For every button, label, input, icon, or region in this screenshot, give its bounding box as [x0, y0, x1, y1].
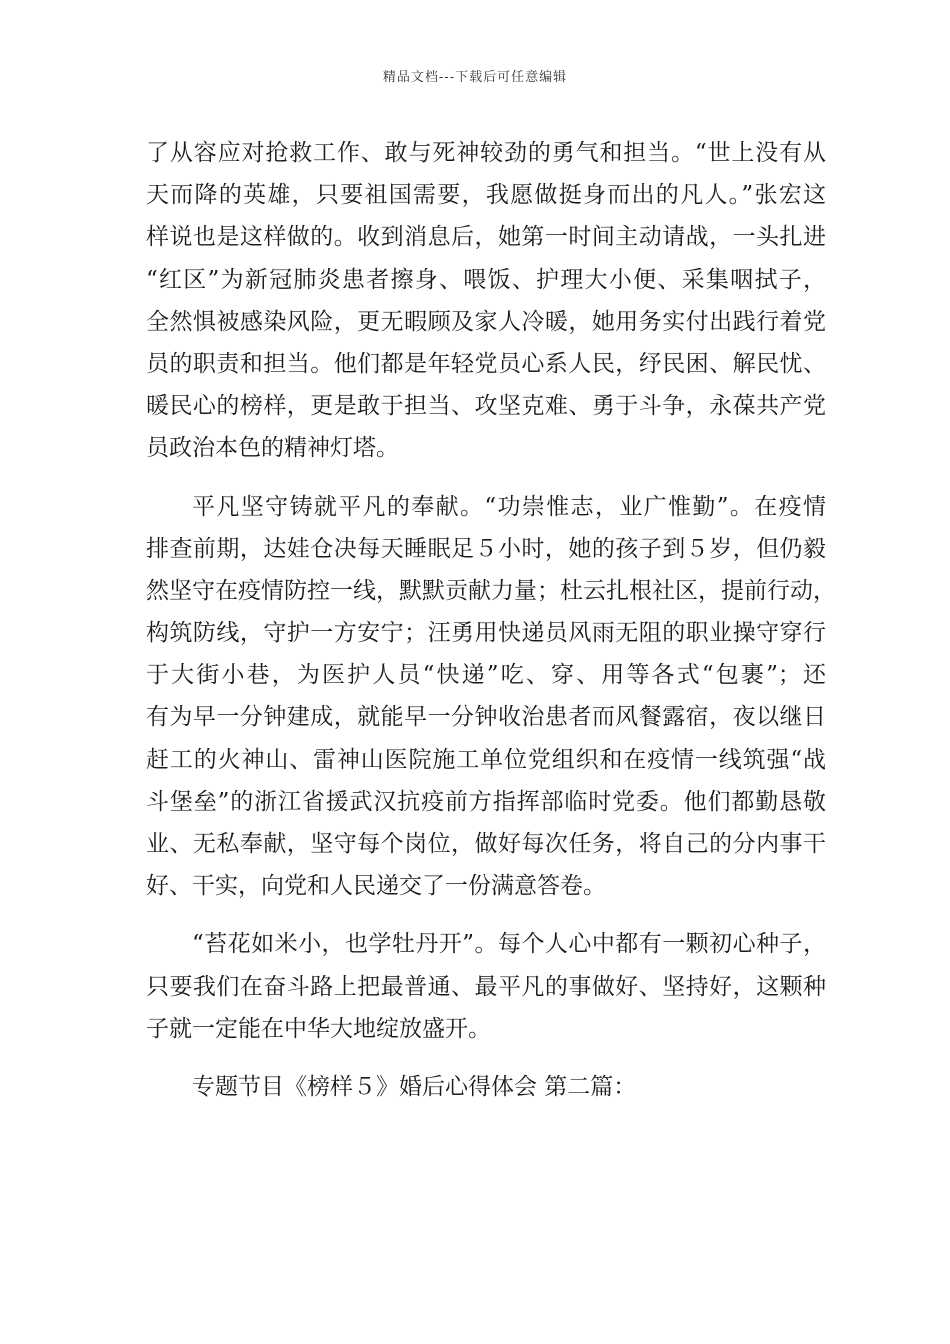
text-line: 业、无私奉献，坚守每个岗位，做好每次任务，将自己的分内事干	[146, 831, 826, 857]
text-line: “红区”为新冠肺炎患者擦身、喂饭、护理大小便、采集咽拭子，	[146, 266, 826, 293]
paragraph-1	[146, 132, 826, 470]
text-line: 天而降的英雄，只要祖国需要，我愿做挺身而出的凡人。”张宏这	[146, 182, 826, 209]
text-line: 样说也是这样做的。收到消息后，她第一时间主动请战，一头扎进	[146, 224, 826, 251]
text-line: 全然惧被感染风险，更无暇顾及家人冷暖，她用务实付出践行着党	[146, 308, 826, 335]
paragraph-3	[146, 923, 826, 1050]
text-line: 员的职责和担当。他们都是年轻党员心系人民，纾民困、解民忧、	[146, 350, 826, 377]
text-line: 于大街小巷，为医护人员“快递”吃、穿、用等各式“包裹”；还	[146, 662, 826, 689]
text-line: 好、干实，向党和人民递交了一份满意答卷。	[146, 873, 606, 900]
text-line: 有为早一分钟建成，就能早一分钟收治患者而风餐露宿，夜以继日	[146, 704, 826, 731]
text-line: 暖民心的榜样，更是敢于担当、攻坚克难、勇于斗争，永葆共产党	[146, 393, 826, 420]
text-line: 子就一定能在中华大地绽放盛开。	[146, 1015, 491, 1042]
section-heading	[146, 1066, 826, 1108]
text-line: 斗堡垒”的浙江省援武汉抗疫前方指挥部临时党委。他们都勤恳敬	[146, 788, 826, 815]
text-line: 排查前期，达娃仓决每天睡眠足５小时，她的孩子到５岁，但仍毅	[146, 535, 826, 562]
text-line: 赶工的火神山、雷神山医院施工单位党组织和在疫情一线筑强“战	[146, 746, 826, 773]
text-line: 专题节目《榜样５》婚后心得体会 第二篇：	[192, 1073, 637, 1100]
text-line: 员政治本色的精神灯塔。	[146, 435, 399, 462]
document-body	[146, 132, 836, 1108]
page-header: 精品文档---下载后可任意编辑	[382, 70, 568, 85]
text-line: “苔花如米小，也学牡丹开”。每个人心中都有一颗初心种子，	[192, 931, 826, 958]
paragraph-2	[146, 486, 836, 908]
text-line: 只要我们在奋斗路上把最普通、最平凡的事做好、坚持好，这颗种	[146, 973, 826, 1000]
text-line: 平凡坚守铸就平凡的奉献。“功崇惟志，业广惟勤”。在疫情	[192, 493, 826, 520]
text-line: 了从容应对抢救工作、敢与死神较劲的勇气和担当。“世上没有从	[146, 140, 826, 166]
text-line: 构筑防线，守护一方安宁；汪勇用快递员风雨无阻的职业操守穿行	[146, 620, 826, 647]
text-line: 然坚守在疫情防控一线，默默贡献力量；杜云扎根社区，提前行动，	[146, 577, 836, 604]
